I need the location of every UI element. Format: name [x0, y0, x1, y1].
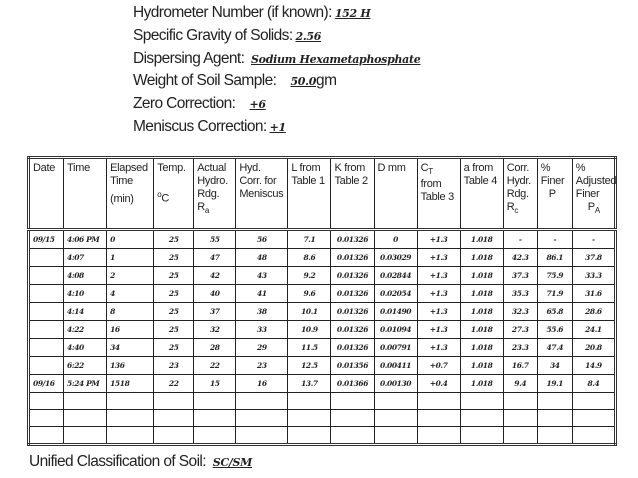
table-cell: 35.3 — [503, 285, 537, 303]
table-row — [29, 339, 616, 357]
table-cell: 0.01094 — [374, 321, 417, 339]
meniscus-correction: Meniscus Correction: +1 — [133, 117, 286, 135]
empty-row — [29, 410, 616, 427]
table-cell: 71.9 — [537, 285, 572, 303]
table-cell: 0.01326 — [331, 249, 374, 267]
table-cell: 12.5 — [288, 357, 331, 375]
table-cell: 0 — [107, 230, 154, 249]
table-cell: 4:07 — [64, 249, 107, 267]
empty-cell — [236, 393, 288, 410]
table-cell: 47.4 — [537, 339, 572, 357]
table-cell: 37.3 — [503, 267, 537, 285]
table-cell: 5:24 PM — [64, 375, 107, 393]
table-cell: 13.7 — [288, 375, 331, 393]
table-cell: 25 — [154, 230, 194, 249]
table-cell: 25 — [154, 285, 194, 303]
table-cell: 34 — [107, 339, 154, 357]
table-cell: 0.01326 — [331, 321, 374, 339]
table-cell: 4:22 — [64, 321, 107, 339]
table-cell: +1.3 — [417, 267, 460, 285]
table-cell: 33.3 — [572, 267, 615, 285]
empty-cell — [288, 427, 331, 445]
table-cell: 25 — [154, 339, 194, 357]
table-row — [29, 249, 616, 267]
empty-cell — [537, 393, 572, 410]
specific-gravity: Specific Gravity of Solids: 2.56 — [133, 26, 322, 44]
table-cell: 65.8 — [537, 303, 572, 321]
table-cell: 1.018 — [460, 249, 503, 267]
empty-cell — [572, 410, 615, 427]
table-cell: 1.018 — [460, 357, 503, 375]
empty-cell — [236, 427, 288, 445]
table-cell: 25 — [154, 249, 194, 267]
empty-cell — [107, 410, 154, 427]
table-cell: 32.3 — [503, 303, 537, 321]
table-cell: 22 — [154, 375, 194, 393]
table-cell: 25 — [154, 321, 194, 339]
table-cell: 0.02844 — [374, 267, 417, 285]
empty-cell — [64, 393, 107, 410]
table-cell: 27.3 — [503, 321, 537, 339]
table-cell: 1.018 — [460, 285, 503, 303]
table-cell: 16 — [107, 321, 154, 339]
empty-row — [29, 393, 616, 410]
empty-cell — [154, 427, 194, 445]
table-cell: +0.7 — [417, 357, 460, 375]
table-cell: 23 — [154, 357, 194, 375]
col-a: a from Table 4 — [460, 158, 503, 230]
table-cell: 0.01356 — [331, 357, 374, 375]
empty-cell — [194, 427, 236, 445]
table-cell: 16 — [236, 375, 288, 393]
table-cell: 38 — [236, 303, 288, 321]
table-cell: 42.3 — [503, 249, 537, 267]
table-cell: 2 — [107, 267, 154, 285]
table-cell: 1518 — [107, 375, 154, 393]
table-cell: 41 — [236, 285, 288, 303]
table-cell — [29, 267, 64, 285]
table-cell: 0.02054 — [374, 285, 417, 303]
table-row — [29, 267, 616, 285]
table-cell: 9.2 — [288, 267, 331, 285]
table-cell: 136 — [107, 357, 154, 375]
table-cell: 4 — [107, 285, 154, 303]
table-cell: 10.9 — [288, 321, 331, 339]
table-cell — [29, 249, 64, 267]
table-cell: 9.6 — [288, 285, 331, 303]
table-cell: +1.3 — [417, 285, 460, 303]
col-finer: % Finer P — [537, 158, 572, 230]
table-cell: 8.4 — [572, 375, 615, 393]
table-cell: 28.6 — [572, 303, 615, 321]
col-corr: Corr. Hydr. Rdg. $R_c$ — [503, 158, 537, 230]
table-cell: 20.8 — [572, 339, 615, 357]
table-row — [29, 285, 616, 303]
hydrometer-number: Hydrometer Number (if known): 152 H — [133, 4, 371, 21]
table-cell: 09/16 — [29, 375, 64, 393]
hydrometer-data-table — [27, 156, 617, 446]
empty-cell — [194, 393, 236, 410]
empty-cell — [572, 393, 615, 410]
col-k: K from Table 2 — [331, 158, 374, 230]
empty-cell — [154, 393, 194, 410]
table-cell: +1.3 — [417, 249, 460, 267]
table-cell: 16.7 — [503, 357, 537, 375]
col-hyd-corr: Hyd. Corr. for Meniscus — [236, 158, 288, 230]
table-cell: 0.01326 — [331, 230, 374, 249]
table-row — [29, 230, 616, 249]
table-cell: 10.1 — [288, 303, 331, 321]
table-cell: 11.5 — [288, 339, 331, 357]
table-row — [29, 321, 616, 339]
empty-cell — [537, 427, 572, 445]
col-time: Time — [64, 158, 107, 230]
table-cell: 31.6 — [572, 285, 615, 303]
table-cell: 0.00411 — [374, 357, 417, 375]
col-elapsed: Elapsed Time (min) — [107, 158, 154, 230]
dispersing-agent: Dispersing Agent: Sodium Hexametaphosphate — [133, 49, 421, 67]
table-row — [29, 357, 616, 375]
table-cell: 1.018 — [460, 321, 503, 339]
soil-weight: Weight of Soil Sample: 50.0gm — [133, 72, 337, 90]
empty-cell — [107, 393, 154, 410]
table-cell: 32 — [194, 321, 236, 339]
table-cell: 4:10 — [64, 285, 107, 303]
soil-classification: Unified Classification of Soil: SC/SM — [29, 453, 253, 470]
table-cell: 0.01326 — [331, 267, 374, 285]
table-cell: 56 — [236, 230, 288, 249]
empty-cell — [503, 393, 537, 410]
empty-cell — [417, 393, 460, 410]
empty-cell — [503, 410, 537, 427]
table-cell: 1.018 — [460, 267, 503, 285]
empty-cell — [331, 410, 374, 427]
table-cell: 4:06 PM — [64, 230, 107, 249]
table-cell: 47 — [194, 249, 236, 267]
table-cell: - — [537, 230, 572, 249]
table-cell: 23.3 — [503, 339, 537, 357]
table-cell: +1.3 — [417, 230, 460, 249]
empty-cell — [154, 410, 194, 427]
table-row — [29, 303, 616, 321]
col-d: D mm — [374, 158, 417, 230]
table-cell: 86.1 — [537, 249, 572, 267]
table-cell: 0.01326 — [331, 303, 374, 321]
test-info — [133, 2, 420, 139]
table-cell: 4:08 — [64, 267, 107, 285]
table-cell: 1.018 — [460, 303, 503, 321]
table-cell: 8 — [107, 303, 154, 321]
table-cell: 48 — [236, 249, 288, 267]
empty-cell — [29, 427, 64, 445]
table-cell — [29, 357, 64, 375]
empty-cell — [537, 410, 572, 427]
table-cell: +1.3 — [417, 339, 460, 357]
empty-cell — [572, 427, 615, 445]
table-cell: 23 — [236, 357, 288, 375]
empty-cell — [194, 410, 236, 427]
table-cell: - — [503, 230, 537, 249]
empty-cell — [374, 410, 417, 427]
col-l: L from Table 1 — [288, 158, 331, 230]
empty-cell — [64, 427, 107, 445]
table-cell: 14.9 — [572, 357, 615, 375]
table-cell: 9.4 — [503, 375, 537, 393]
table-cell: 1.018 — [460, 339, 503, 357]
table-cell: 0.01366 — [331, 375, 374, 393]
empty-cell — [460, 393, 503, 410]
empty-cell — [331, 427, 374, 445]
table-cell: 7.1 — [288, 230, 331, 249]
table-cell: - — [572, 230, 615, 249]
table-cell: 4:14 — [64, 303, 107, 321]
table-row — [29, 375, 616, 393]
table-cell: 25 — [154, 267, 194, 285]
col-actual: Actual Hydro. Rdg. $R_a$ — [194, 158, 236, 230]
table-cell: 34 — [537, 357, 572, 375]
table-cell: +0.4 — [417, 375, 460, 393]
table-cell: 40 — [194, 285, 236, 303]
empty-cell — [374, 427, 417, 445]
table-cell: 29 — [236, 339, 288, 357]
col-date: Date — [29, 158, 64, 230]
table-cell — [29, 285, 64, 303]
table-cell: 55 — [194, 230, 236, 249]
table-cell: 37 — [194, 303, 236, 321]
table-cell: +1.3 — [417, 303, 460, 321]
empty-row — [29, 427, 616, 445]
table-cell: 28 — [194, 339, 236, 357]
table-cell: 0.01326 — [331, 339, 374, 357]
table-cell — [29, 339, 64, 357]
table-cell: 1.018 — [460, 375, 503, 393]
table-cell: 25 — [154, 303, 194, 321]
table-cell: 19.1 — [537, 375, 572, 393]
col-adjusted: % Adjusted Finer $P_A$ — [572, 158, 615, 230]
table-cell: 55.6 — [537, 321, 572, 339]
table-cell: 0.00130 — [374, 375, 417, 393]
col-temp: Temp. $^o$C — [154, 158, 194, 230]
empty-cell — [29, 393, 64, 410]
empty-cell — [64, 410, 107, 427]
empty-cell — [107, 427, 154, 445]
empty-cell — [331, 393, 374, 410]
table-cell: 1.018 — [460, 230, 503, 249]
table-cell: 22 — [194, 357, 236, 375]
empty-cell — [288, 393, 331, 410]
header-row — [29, 158, 616, 230]
table-cell: 0.01326 — [331, 285, 374, 303]
table-cell: 0.01490 — [374, 303, 417, 321]
table-cell: 0 — [374, 230, 417, 249]
empty-cell — [417, 427, 460, 445]
table-cell: 75.9 — [537, 267, 572, 285]
table-cell: 0.03029 — [374, 249, 417, 267]
empty-cell — [417, 410, 460, 427]
table-cell: 37.8 — [572, 249, 615, 267]
table-cell — [29, 321, 64, 339]
empty-cell — [374, 393, 417, 410]
empty-cell — [460, 410, 503, 427]
table-cell: 1 — [107, 249, 154, 267]
table-cell: 09/15 — [29, 230, 64, 249]
empty-cell — [503, 427, 537, 445]
table-cell: 4:40 — [64, 339, 107, 357]
empty-cell — [460, 427, 503, 445]
table-cell — [29, 303, 64, 321]
table-cell: 43 — [236, 267, 288, 285]
table-cell: +1.3 — [417, 321, 460, 339]
empty-cell — [29, 410, 64, 427]
table-cell: 42 — [194, 267, 236, 285]
zero-correction: Zero Correction: +6 — [133, 95, 266, 113]
table-cell: 0.00791 — [374, 339, 417, 357]
empty-cell — [288, 410, 331, 427]
table-cell: 6:22 — [64, 357, 107, 375]
table-cell: 33 — [236, 321, 288, 339]
table-cell: 24.1 — [572, 321, 615, 339]
table-cell: 8.6 — [288, 249, 331, 267]
table-cell: 15 — [194, 375, 236, 393]
empty-cell — [236, 410, 288, 427]
col-ct: $C_T$ from Table 3 — [417, 158, 460, 230]
